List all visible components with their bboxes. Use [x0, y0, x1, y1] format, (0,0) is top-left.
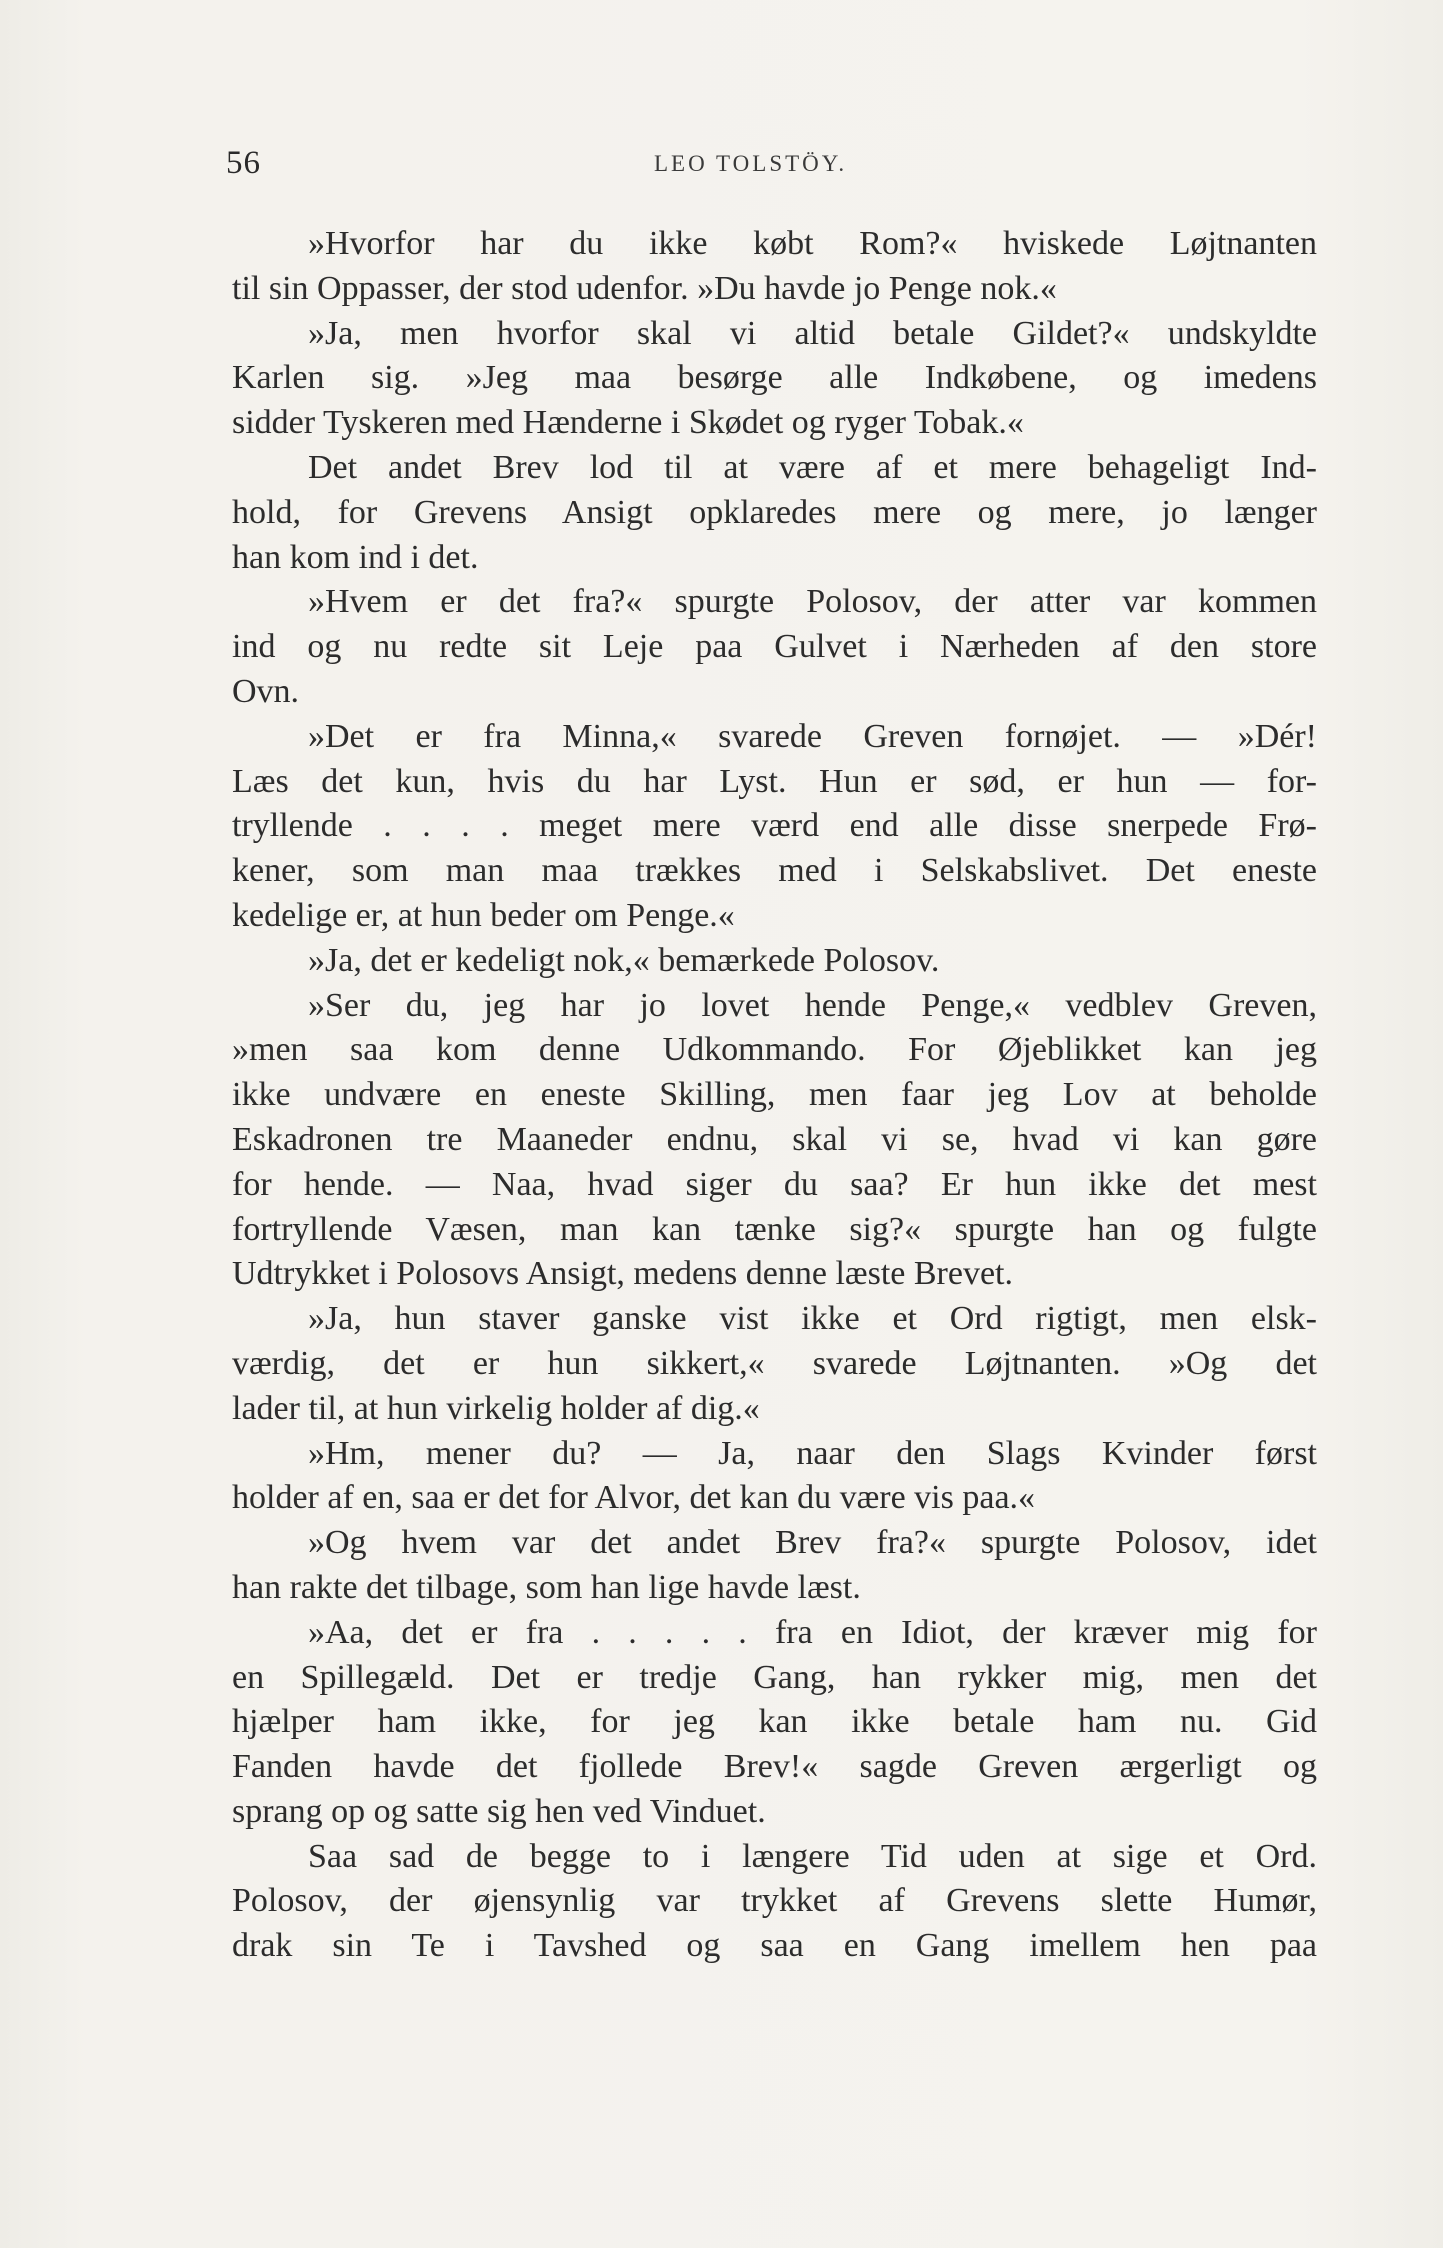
text-line: tryllende . . . . meget mere værd end alle disse snerpede Frø- — [232, 807, 1317, 845]
text-line: kener, som man maa trækkes med i Selskabslivet. Det eneste — [232, 852, 1317, 890]
text-line: »Ja, det er kedeligt nok,« bemærkede Polosov. — [308, 941, 940, 979]
text-line: »Hvem er det fra?« spurgte Polosov, der atter var kommen — [308, 583, 1317, 621]
text-line: holder af en, saa er det for Alvor, det kan du være vis paa.« — [232, 1479, 1036, 1517]
text-line: hold, for Grevens Ansigt opklaredes mere og mere, jo længer — [232, 493, 1317, 531]
text-line: ind og nu redte sit Leje paa Gulvet i Nærheden af den store — [232, 628, 1317, 666]
text-line: Det andet Brev lod til at være af et mere behageligt Ind- — [308, 448, 1317, 486]
text-line: Udtrykket i Polosovs Ansigt, medens denne læste Brevet. — [232, 1255, 1013, 1293]
text-line: »Det er fra Minna,« svarede Greven fornøjet. — »Dér! — [308, 717, 1317, 755]
text-line: Karlen sig. »Jeg maa besørge alle Indkøbene, og imedens — [232, 359, 1317, 397]
text-line: en Spillegæld. Det er tredje Gang, han rykker mig, men det — [232, 1658, 1317, 1696]
text-line: »Ja, men hvorfor skal vi altid betale Gildet?« undskyldte — [308, 314, 1317, 352]
text-line: drak sin Te i Tavshed og saa en Gang imellem hen paa — [232, 1927, 1317, 1965]
text-line: »Ja, hun staver ganske vist ikke et Ord rigtigt, men elsk- — [308, 1300, 1317, 1338]
text-line: hjælper ham ikke, for jeg kan ikke betale ham nu. Gid — [232, 1703, 1317, 1741]
text-line: værdig, det er hun sikkert,« svarede Løjtnanten. »Og det — [232, 1344, 1317, 1382]
text-line: sprang op og satte sig hen ved Vinduet. — [232, 1792, 766, 1830]
text-line: han rakte det tilbage, som han lige havde læst. — [232, 1568, 861, 1606]
text-line: Fanden havde det fjollede Brev!« sagde Greven ærgerligt og — [232, 1748, 1317, 1786]
text-line: Eskadronen tre Maaneder endnu, skal vi se, hvad vi kan gøre — [232, 1120, 1317, 1158]
text-line: »Hvorfor har du ikke købt Rom?« hviskede Løjtnanten — [308, 225, 1317, 262]
text-line: ikke undvære en eneste Skilling, men faar jeg Lov at beholde — [232, 1076, 1317, 1114]
body-text — [232, 222, 1317, 1969]
text-line: »Hm, mener du? — Ja, naar den Slags Kvinder først — [308, 1434, 1317, 1472]
page-number: 56 — [226, 145, 261, 181]
text-line: lader til, at hun virkelig holder af dig.« — [232, 1389, 760, 1427]
text-line: til sin Oppasser, der stod udenfor. »Du havde jo Penge nok.« — [232, 269, 1057, 307]
text-line: fortryllende Væsen, man kan tænke sig?« spurgte han og fulgte — [232, 1210, 1317, 1248]
text-line: Saa sad de begge to i længere Tid uden at sige et Ord. — [308, 1837, 1317, 1875]
text-line: Ovn. — [232, 672, 300, 710]
text-line: »Aa, det er fra . . . . . fra en Idiot, der kræver mig for — [308, 1613, 1317, 1651]
running-head: LEO TOLSTÖY. — [654, 151, 848, 176]
text-line: »men saa kom denne Udkommando. For Øjeblikket kan jeg — [232, 1031, 1317, 1069]
text-line: han kom ind i det. — [232, 538, 479, 576]
page-header — [226, 145, 1326, 189]
text-line: »Ser du, jeg har jo lovet hende Penge,« vedblev Greven, — [308, 986, 1317, 1024]
text-line: for hende. — Naa, hvad siger du saa? Er hun ikke det mest — [232, 1165, 1317, 1203]
text-line: Polosov, der øjensynlig var trykket af Grevens slette Humør, — [232, 1882, 1317, 1920]
text-line: Læs det kun, hvis du har Lyst. Hun er sød, er hun — for- — [232, 762, 1317, 800]
text-line: kedelige er, at hun beder om Penge.« — [232, 896, 735, 934]
text-line: sidder Tyskeren med Hænderne i Skødet og ryger Tobak.« — [232, 404, 1024, 442]
text-line: »Og hvem var det andet Brev fra?« spurgte Polosov, idet — [308, 1524, 1317, 1562]
